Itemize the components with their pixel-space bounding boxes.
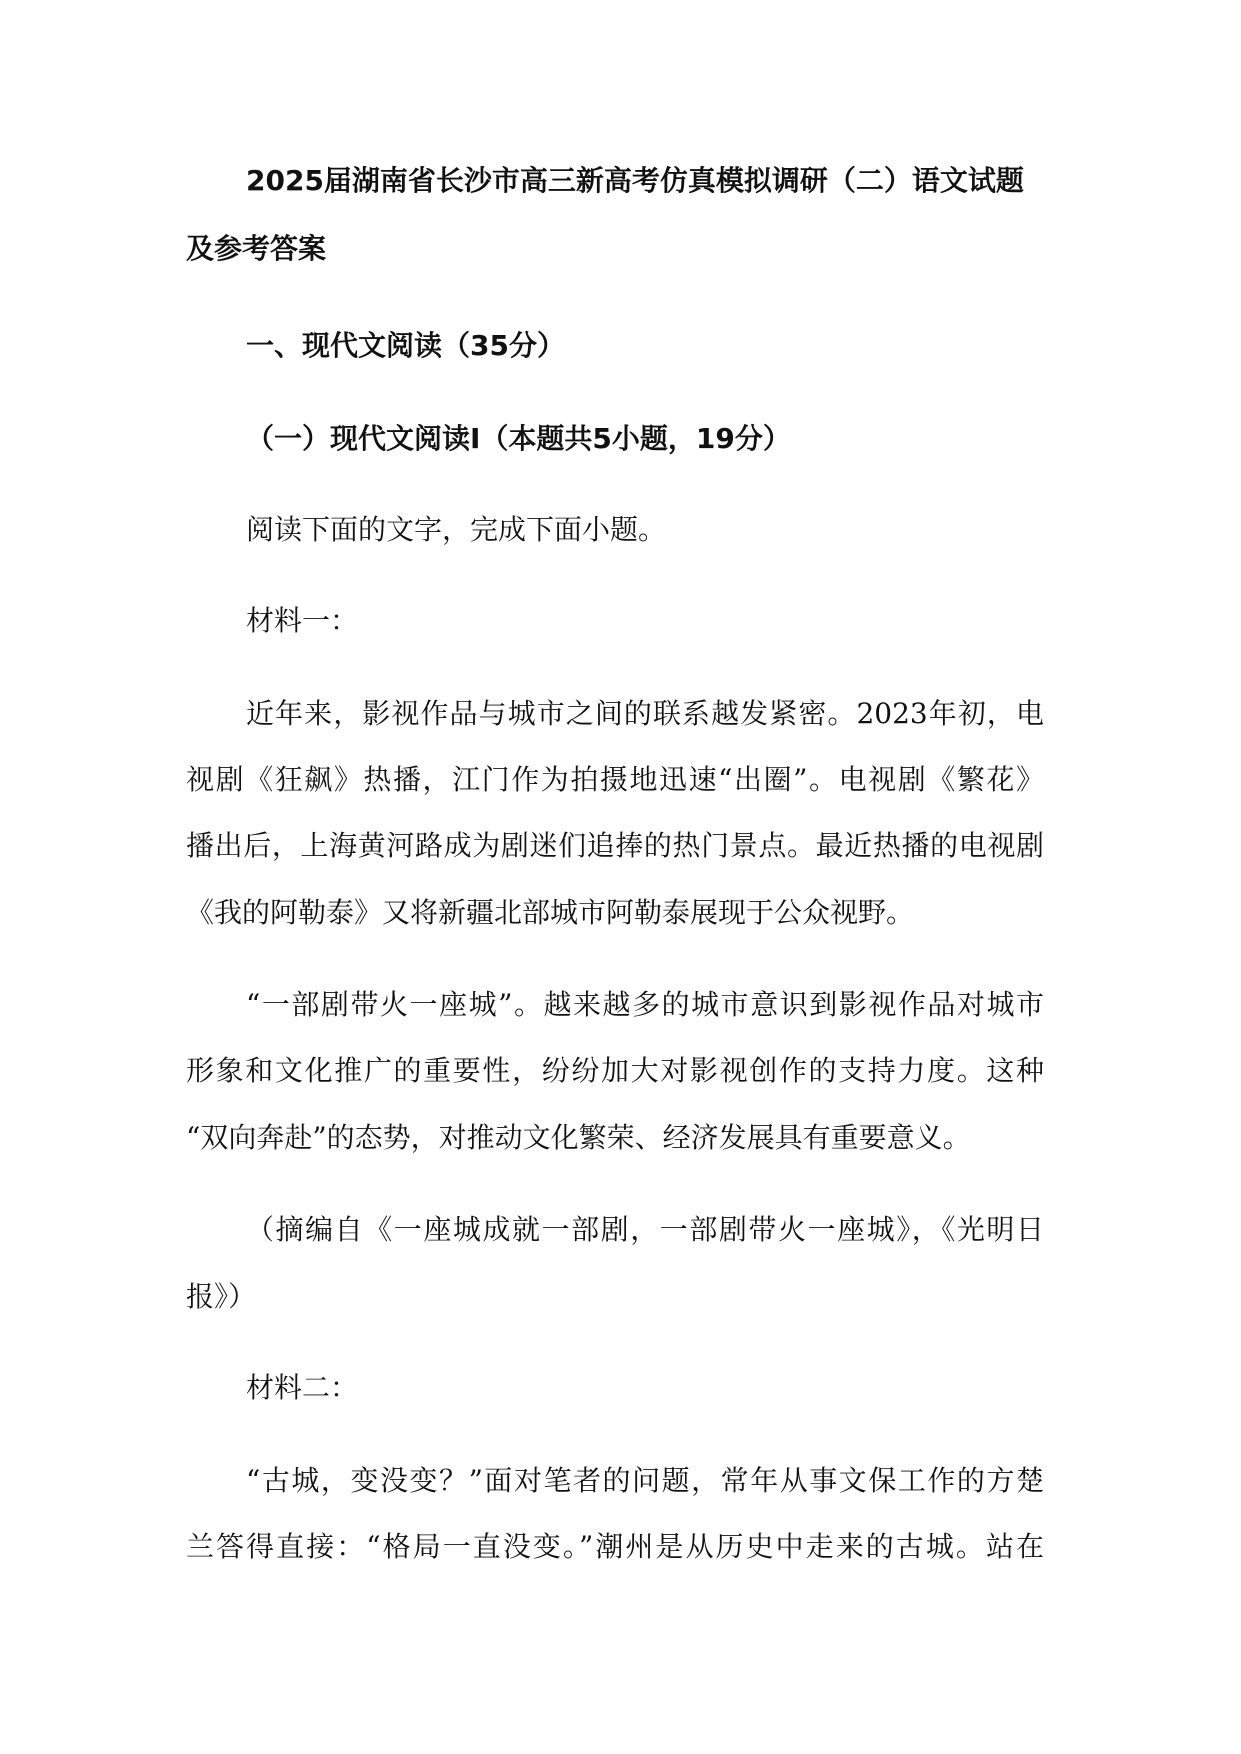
- material-1-paragraph-2-line: “双向奔赴”的态势，对推动文化繁荣、经济发展具有重要意义。: [186, 1121, 971, 1154]
- title-line-1: 2025届湖南省长沙市高三新高考仿真模拟调研（二）语文试题: [246, 164, 1024, 197]
- title-line-2: 及参考答案: [186, 232, 327, 265]
- material-1-label: 材料一：: [246, 604, 359, 637]
- section-heading: 一、现代文阅读（35分）: [246, 329, 565, 362]
- material-2-label: 材料二：: [246, 1371, 359, 1404]
- material-1-source-line: （摘编自《一座城成就一部剧，一部剧带火一座城》，《光明日: [246, 1213, 1044, 1246]
- material-2-paragraph-1-line: “古城，变没变？”面对笔者的问题，常年从事文保工作的方楚: [246, 1464, 1044, 1497]
- material-1-paragraph-1-line: 视剧《狂飙》热播，江门作为拍摄地迅速“出圈”。电视剧《繁花》: [186, 763, 1044, 796]
- instruction-text: 阅读下面的文字，完成下面小题。: [246, 513, 667, 546]
- material-1-paragraph-2-line: 形象和文化推广的重要性，纷纷加大对影视创作的支持力度。这种: [186, 1054, 1044, 1087]
- material-1-paragraph-1-line: 近年来，影视作品与城市之间的联系越发紧密。2023年初，电: [246, 697, 1044, 730]
- material-2-paragraph-1-line: 兰答得直接：“格局一直没变。”潮州是从历史中走来的古城。站在: [186, 1530, 1044, 1563]
- material-1-paragraph-2-line: “一部剧带火一座城”。越来越多的城市意识到影视作品对城市: [246, 988, 1044, 1021]
- material-1-paragraph-1-line: 《我的阿勒泰》又将新疆北部城市阿勒泰展现于公众视野。: [186, 896, 915, 929]
- material-1-source-line: 报》）: [186, 1280, 257, 1313]
- material-1-paragraph-1-line: 播出后，上海黄河路成为剧迷们追捧的热门景点。最近热播的电视剧: [186, 829, 1044, 862]
- subsection-heading: （一）现代文阅读Ⅰ（本题共5小题，19分）: [246, 422, 791, 455]
